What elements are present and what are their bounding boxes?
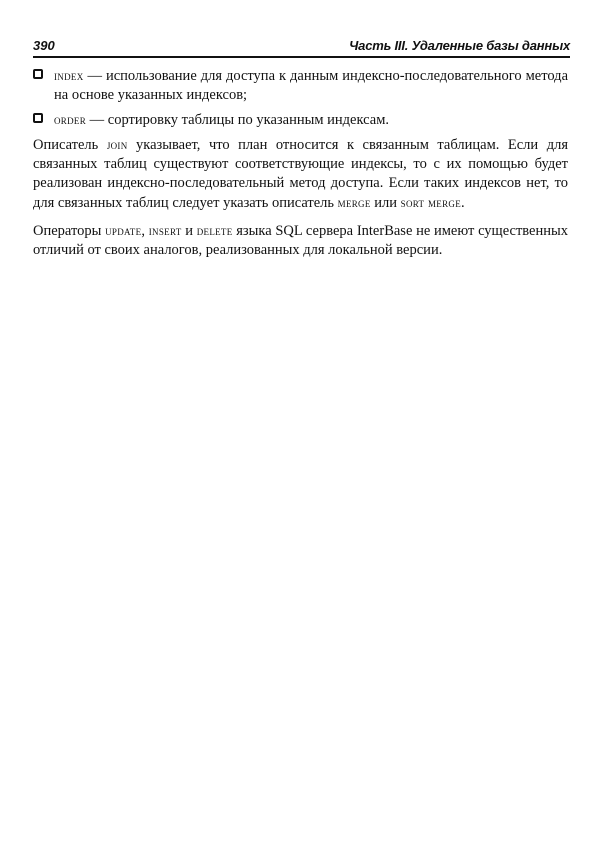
page-number: 390 bbox=[33, 38, 55, 53]
code-keyword: join bbox=[106, 137, 128, 152]
paragraph-operators bbox=[33, 221, 568, 260]
code-keyword: insert bbox=[148, 223, 182, 238]
checkbox-bullet-icon bbox=[33, 113, 43, 123]
code-keyword: merge bbox=[337, 195, 371, 210]
paragraph-text: Операторы bbox=[33, 223, 106, 239]
paragraph-text: указывает, что план относится к связанным таблицам. Если для связанных таблиц существуют соответствующие индексы, то с их помощью будет реализован индексно-последовательный метод доступа. Если таких индексов нет, то для связанных таблиц следует указать описатель bbox=[33, 137, 568, 211]
checkbox-bullet-icon bbox=[33, 69, 43, 79]
code-keyword: delete bbox=[196, 223, 233, 238]
code-keyword: index bbox=[54, 68, 84, 83]
page-header bbox=[33, 30, 570, 58]
list-item-text: — сортировку таблицы по указанным индексам. bbox=[86, 112, 389, 128]
code-keyword: update bbox=[105, 223, 142, 238]
paragraph-text: . bbox=[461, 195, 465, 211]
paragraph-join bbox=[33, 135, 568, 213]
running-title: Часть III. Удаленные базы данных bbox=[349, 38, 570, 53]
code-keyword: sort merge bbox=[400, 195, 461, 210]
list-item-order bbox=[33, 110, 568, 130]
paragraph-text: и bbox=[181, 223, 197, 239]
paragraph-text: Описатель bbox=[33, 137, 107, 153]
paragraph-text: или bbox=[370, 195, 401, 211]
paragraph-text: языка SQL сервера InterBase не имеют существенных отличий от своих аналогов, реализованных для локальной версии. bbox=[33, 223, 569, 258]
code-keyword: order bbox=[54, 112, 87, 127]
paragraph-text: , bbox=[141, 223, 149, 239]
page-content bbox=[33, 66, 568, 268]
list-item-index bbox=[33, 66, 568, 105]
list-item-text: — использование для доступа к данным индексно-последовательного метода на основе указанных индексов; bbox=[54, 68, 568, 103]
